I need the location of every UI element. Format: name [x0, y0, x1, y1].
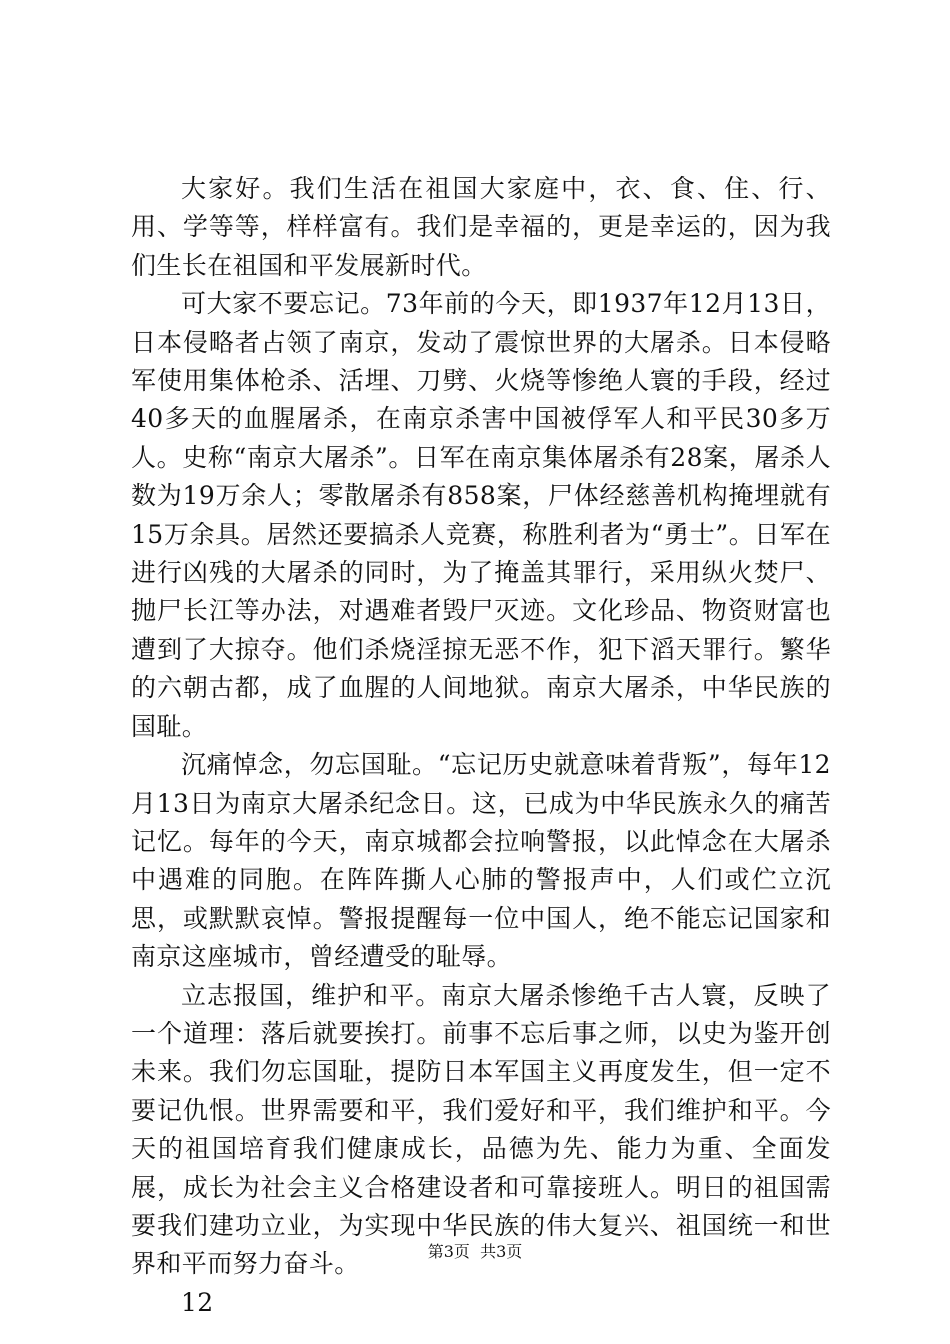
page-footer	[0, 1242, 950, 1262]
paragraph-history: 可大家不要忘记。73年前的今天，即1937年12月13日，日本侵略者占领了南京，发动了震惊世界的大屠杀。日本侵略军使用集体枪杀、活埋、刀劈、火烧等惨绝人寰的手段，经过40多天的血腥屠杀，在南京杀害中国被俘军人和平民30多万人。史称“南京大屠杀”。日军在南京集体屠杀有28案，屠杀人数为19万余人；零散屠杀有858案，尸体经慈善机构掩埋就有15万余具。居然还要搞杀人竞赛，称胜利者为“勇士”。日军在进行凶残的大屠杀的同时，为了掩盖其罪行，采用纵火焚尸、抛尸长江等办法，对遇难者毁尸灭迹。文化珍品、物资财富也遭到了大掠夺。他们杀烧淫掠无恶不作，犯下滔天罪行。繁华的六朝古都，成了血腥的人间地狱。南京大屠杀，中华民族的国耻。	[131, 289, 831, 741]
paragraph-trailing-number: 12	[181, 1287, 214, 1317]
paragraph-remembrance: 沉痛悼念，勿忘国耻。“忘记历史就意味着背叛”，每年12月13日为南京大屠杀纪念日。这，已成为中华民族永久的痛苦记忆。每年的今天，南京城都会拉响警报，以此悼念在大屠杀中遇难的同胞。在阵阵撕人心肺的警报声中，人们或伫立沉思，或默默哀悼。警报提醒每一位中国人，绝不能忘记国家和南京这座城市，曾经遭受的耻辱。	[131, 750, 831, 972]
page-number: 第3页	[427, 1242, 470, 1261]
page-total: 共3页	[480, 1242, 523, 1261]
paragraph-greeting: 大家好。我们生活在祖国大家庭中，衣、食、住、行、用、学等等，样样富有。我们是幸福的，更是幸运的，因为我们生长在祖国和平发展新时代。	[131, 174, 831, 280]
document-body	[131, 170, 831, 1322]
paragraph-resolve: 立志报国，维护和平。南京大屠杀惨绝千古人寰，反映了一个道理：落后就要挨打。前事不忘后事之师，以史为鉴开创未来。我们勿忘国耻，提防日本军国主义再度发生，但一定不要记仇恨。世界需要和平，我们爱好和平，我们维护和平。今天的祖国培育我们健康成长，品德为先、能力为重、全面发展，成长为社会主义合格建设者和可靠接班人。明日的祖国需要我们建功立业，为实现中华民族的伟大复兴、祖国统一和世界和平而努力奋斗。	[131, 980, 831, 1279]
